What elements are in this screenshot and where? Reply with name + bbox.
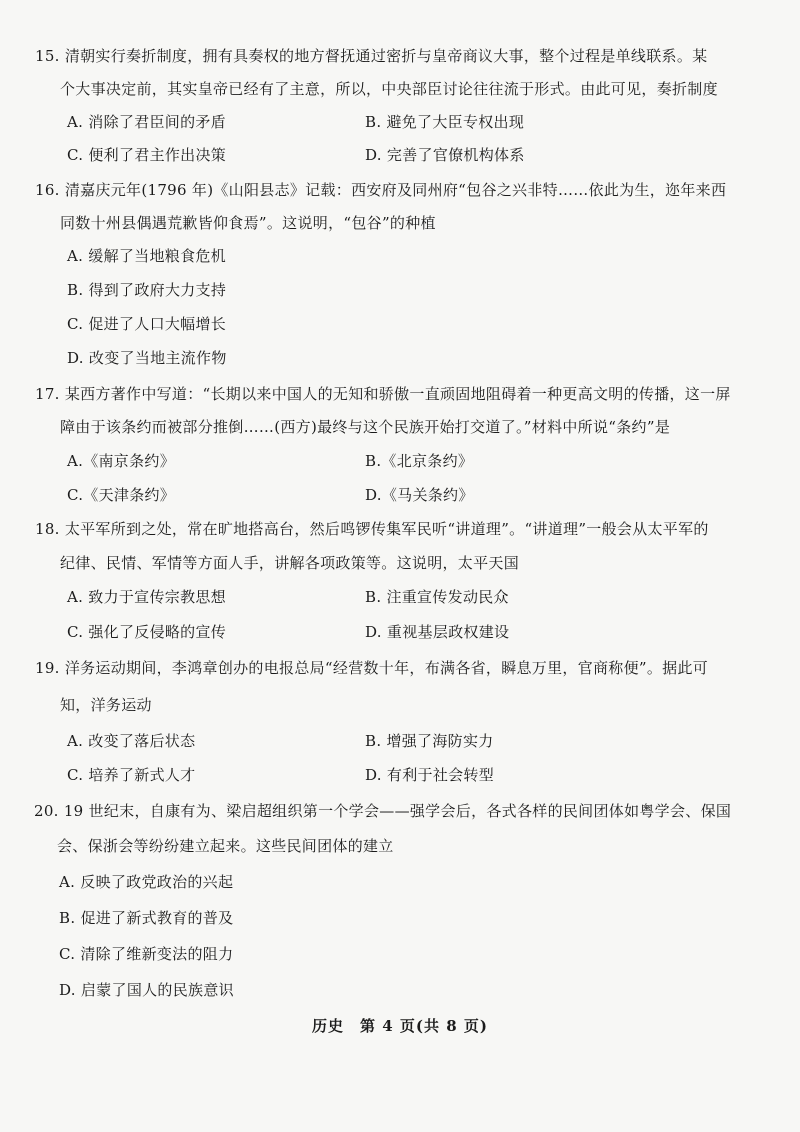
option-a: A. 致力于宣传宗教思想 bbox=[67, 588, 226, 606]
question-stem-line: 16. 清嘉庆元年(1796 年)《山阳县志》记载：西安府及同州府“包谷之兴非特……依此为生，迩年来西 bbox=[35, 181, 727, 199]
question-stem-line: 个大事决定前，其实皇帝已经有了主意，所以，中央部臣讨论往往流于形式。由此可见，奏折制度 bbox=[60, 80, 718, 98]
question-stem-line: 同数十州县偶遇荒歉皆仰食焉”。这说明，“包谷”的种植 bbox=[60, 214, 436, 232]
option-b: B. 促进了新式教育的普及 bbox=[59, 909, 234, 927]
question-stem-line: 知，洋务运动 bbox=[60, 696, 152, 714]
option-c: C. 促进了人口大幅增长 bbox=[67, 315, 227, 333]
option-c: C.《天津条约》 bbox=[67, 486, 176, 504]
question-stem-line: 15. 清朝实行奏折制度，拥有具奏权的地方督抚通过密折与皇帝商议大事，整个过程是单线联系。某 bbox=[35, 47, 708, 65]
option-d: D.《马关条约》 bbox=[365, 486, 474, 504]
question-stem-line: 会、保浙会等纷纷建立起来。这些民间团体的建立 bbox=[57, 837, 394, 855]
question-stem-line: 20. 19 世纪末，自康有为、梁启超组织第一个学会——强学会后，各式各样的民间团体如粤学会、保国 bbox=[34, 802, 732, 820]
option-a: A. 改变了落后状态 bbox=[67, 732, 196, 750]
option-c: C. 便利了君主作出决策 bbox=[67, 146, 227, 164]
page-footer: 历史 第 4 页(共 8 页) bbox=[312, 1017, 488, 1035]
option-d: D. 完善了官僚机构体系 bbox=[365, 146, 525, 164]
option-b: B. 注重宣传发动民众 bbox=[365, 588, 509, 606]
question-stem-line: 18. 太平军所到之处，常在旷地搭高台，然后鸣锣传集军民听“讲道理”。“讲道理”一般会从太平军的 bbox=[35, 520, 709, 538]
option-a: A. 反映了政党政治的兴起 bbox=[59, 873, 234, 891]
option-d: D. 启蒙了国人的民族意识 bbox=[59, 981, 234, 999]
option-a: A.《南京条约》 bbox=[67, 452, 176, 470]
option-c: C. 培养了新式人才 bbox=[67, 766, 196, 784]
question-stem-line: 19. 洋务运动期间，李鸿章创办的电报总局“经营数十年，布满各省，瞬息万里，官商称便”。据此可 bbox=[35, 659, 709, 677]
question-stem-line: 纪律、民情、军情等方面人手，讲解各项政策等。这说明，太平天国 bbox=[60, 554, 520, 572]
option-a: A. 缓解了当地粮食危机 bbox=[67, 247, 226, 265]
option-b: B.《北京条约》 bbox=[365, 452, 474, 470]
option-d: D. 改变了当地主流作物 bbox=[67, 349, 227, 367]
option-c: C. 清除了维新变法的阻力 bbox=[59, 945, 234, 963]
option-d: D. 重视基层政权建设 bbox=[365, 623, 510, 641]
option-a: A. 消除了君臣间的矛盾 bbox=[67, 113, 226, 131]
question-stem-line: 障由于该条约而被部分推倒……(西方)最终与这个民族开始打交道了。”材料中所说“条约”是 bbox=[60, 418, 671, 436]
option-b: B. 避免了大臣专权出现 bbox=[365, 113, 525, 131]
option-c: C. 强化了反侵略的宣传 bbox=[67, 623, 227, 641]
option-b: B. 增强了海防实力 bbox=[365, 732, 494, 750]
question-stem-line: 17. 某西方著作中写道：“长期以来中国人的无知和骄傲一直顽固地阻碍着一种更高文明的传播，这一屏 bbox=[35, 385, 731, 403]
option-b: B. 得到了政府大力支持 bbox=[67, 281, 227, 299]
option-d: D. 有利于社会转型 bbox=[365, 766, 495, 784]
